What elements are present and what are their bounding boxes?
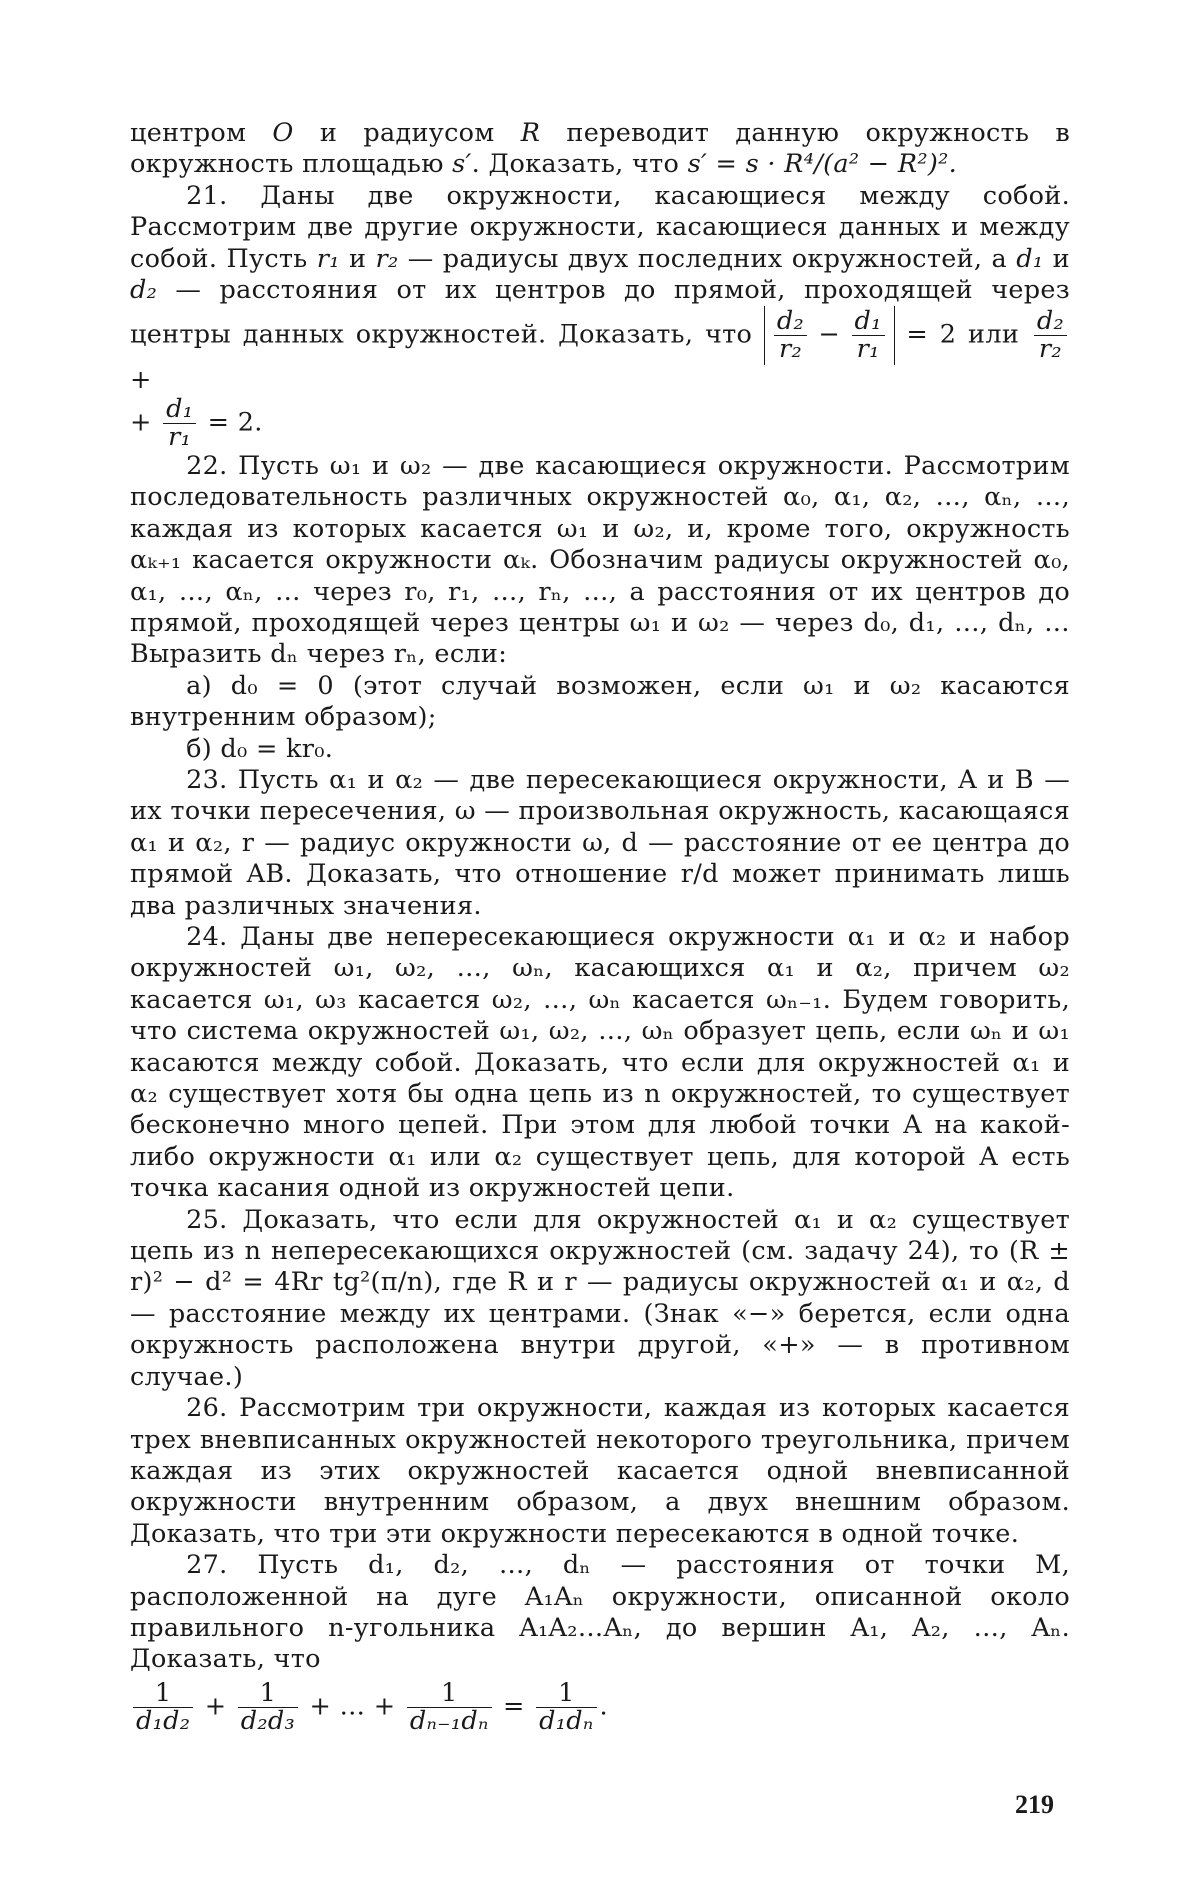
fraction-d2-r2 — [1034, 308, 1067, 363]
numerator: d₂ — [774, 308, 807, 336]
text-run: — радиусы двух последних окружностей, а — [399, 244, 1017, 274]
numerator: d₁ — [163, 396, 196, 424]
fraction-d1-r1 — [163, 396, 196, 451]
numerator: 1 — [133, 1680, 193, 1708]
math-formula: s′ = s · R — [688, 149, 804, 179]
operator: + — [196, 1691, 234, 1721]
denominator: r₁ — [852, 336, 885, 363]
math-symbol: d₂ — [130, 275, 157, 305]
denominator: r₁ — [163, 424, 196, 451]
text-run: . Доказать, что — [472, 149, 688, 179]
problem-26: 26. Рассмотрим три окружности, каждая из которых касается трех вневписанных окружностей некоторого треугольника, причем каждая из этих окружностей касается одной вневписанной окружности внутренним образом, а двух внешним образом. Доказать, что три эти окружности пересекаются в одной точке. — [130, 1393, 1070, 1550]
math-symbol: d₁ — [1016, 244, 1043, 274]
denominator: d₁dₙ — [536, 1708, 596, 1735]
absolute-value — [764, 306, 895, 365]
problem-27: 27. Пусть d₁, d₂, …, dₙ — расстояния от точки M, расположенной на дуге A₁Aₙ окружности, описанной около правильного n-угольника A₁A₂…Aₙ, до вершин A₁, A₂, …, Aₙ. Доказать, что — [130, 1550, 1070, 1676]
punctuation: . — [600, 1691, 608, 1721]
numerator: d₁ — [852, 308, 885, 336]
text-run: + — [130, 365, 152, 395]
fraction-1-d2d3 — [238, 1680, 298, 1735]
text-run: и — [1043, 244, 1070, 274]
text-run: 21. Даны две окружности, касающиеся между собой. Рассмотрим две другие окружности, касающиеся данных и между собой. Пусть — [130, 181, 1070, 274]
fraction-1-dn1dn — [407, 1680, 492, 1735]
problem-22: 22. Пусть ω₁ и ω₂ — две касающиеся окружности. Рассмотрим последовательность различных окружностей α₀, α₁, α₂, …, αₙ, …, каждая из которых касается ω₁ и ω₂, и, кроме того, окружность αₖ₊₁ касается окружности αₖ. Обозначим радиусы окружностей α₀, α₁, …, αₙ, … через r₀, r₁, …, rₙ, …, а расстояния от их центров до прямой, проходящей через центры ω₁ и ω₂ — через d₀, d₁, …, dₙ, … Выразить dₙ через rₙ, если: — [130, 451, 1070, 671]
denominator: r₂ — [774, 336, 807, 363]
problem-25: 25. Доказать, что если для окружностей α₁ и α₂ существует цепь из n непересекающихся окружностей (см. задачу 24), то (R ± r)² − d² = 4Rr tg²(π/n), где R и r — радиусы окружностей α₁ и α₂, d — расстояние между их центрами. (Знак «−» берется, если одна окружность расположена внутри другой, «+» — в противном случае.) — [130, 1205, 1070, 1393]
page-text — [130, 118, 1070, 1734]
fraction-1-d1dn — [536, 1680, 596, 1735]
math-symbol: r₂ — [376, 244, 399, 274]
denominator: r₂ — [1034, 336, 1067, 363]
paragraph-continuation — [130, 118, 1070, 181]
denominator: dₙ₋₁dₙ — [407, 1708, 492, 1735]
math-symbol: O — [272, 118, 293, 148]
text-run: переводит данную окружность в окружность площадью — [130, 118, 1070, 179]
fraction-1-d1d2 — [133, 1680, 193, 1735]
text-run: = 2. — [199, 408, 262, 438]
text-run: = 2 или — [895, 320, 1031, 350]
problem-22-case-b: б) d₀ = kr₀. — [130, 734, 1070, 765]
numerator: d₂ — [1034, 308, 1067, 336]
math-symbol: s′ — [452, 149, 471, 179]
fraction-d1-r1 — [852, 308, 885, 363]
denominator: d₁d₂ — [133, 1708, 193, 1735]
problem-27-formula — [130, 1680, 1070, 1735]
problem-21-end — [130, 396, 1070, 451]
page-number: 219 — [1015, 1790, 1054, 1820]
book-page — [0, 0, 1200, 1880]
denominator: d₂d₃ — [238, 1708, 298, 1735]
text-run: и — [340, 244, 376, 274]
math-symbol: R — [521, 118, 541, 148]
text-run: + — [130, 408, 160, 438]
math-formula: ⁴ — [804, 149, 815, 179]
operator: + … + — [301, 1691, 404, 1721]
numerator: 1 — [536, 1680, 596, 1708]
numerator: 1 — [407, 1680, 492, 1708]
problem-22-case-a: а) d₀ = 0 (этот случай возможен, если ω₁ и ω₂ касаются внутренним образом); — [130, 671, 1070, 734]
problem-24: 24. Даны две непересекающиеся окружности α₁ и α₂ и набор окружностей ω₁, ω₂, …, ωₙ, касающихся α₁ и α₂, причем ω₂ касается ω₁, ω₃ касается ω₂, …, ωₙ касается ωₙ₋₁. Будем говорить, что система окружностей ω₁, ω₂, …, ωₙ образует цепь, если ωₙ и ω₁ касаются между собой. Доказать, что если для окружностей α₁ и α₂ существует хотя бы одна цепь из n окружностей, то существует бесконечно много цепей. При этом для любой точки A на какой-либо окружности α₁ или α₂ существует цепь, для которой A есть точка касания одной из окружностей цепи. — [130, 922, 1070, 1205]
numerator: 1 — [238, 1680, 298, 1708]
math-formula: /(a² − R²)². — [814, 149, 957, 179]
problem-21 — [130, 181, 1070, 397]
text-run: и радиусом — [294, 118, 521, 148]
text-run: центром — [130, 118, 272, 148]
problem-23: 23. Пусть α₁ и α₂ — две пересекающиеся окружности, A и B — их точки пересечения, ω — произвольная окружность, касающаяся α₁ и α₂, r — радиус окружности ω, d — расстояние от ее центра до прямой AB. Доказать, что отношение r/d может принимать лишь два различных значения. — [130, 765, 1070, 922]
text-run: — расстояния от их центров до прямой, проходящей через центры данных окружностей. Доказать, что — [130, 275, 1070, 350]
operator: − — [810, 320, 848, 350]
math-symbol: r₁ — [317, 244, 340, 274]
fraction-d2-r2 — [774, 308, 807, 363]
operator: = — [495, 1691, 533, 1721]
